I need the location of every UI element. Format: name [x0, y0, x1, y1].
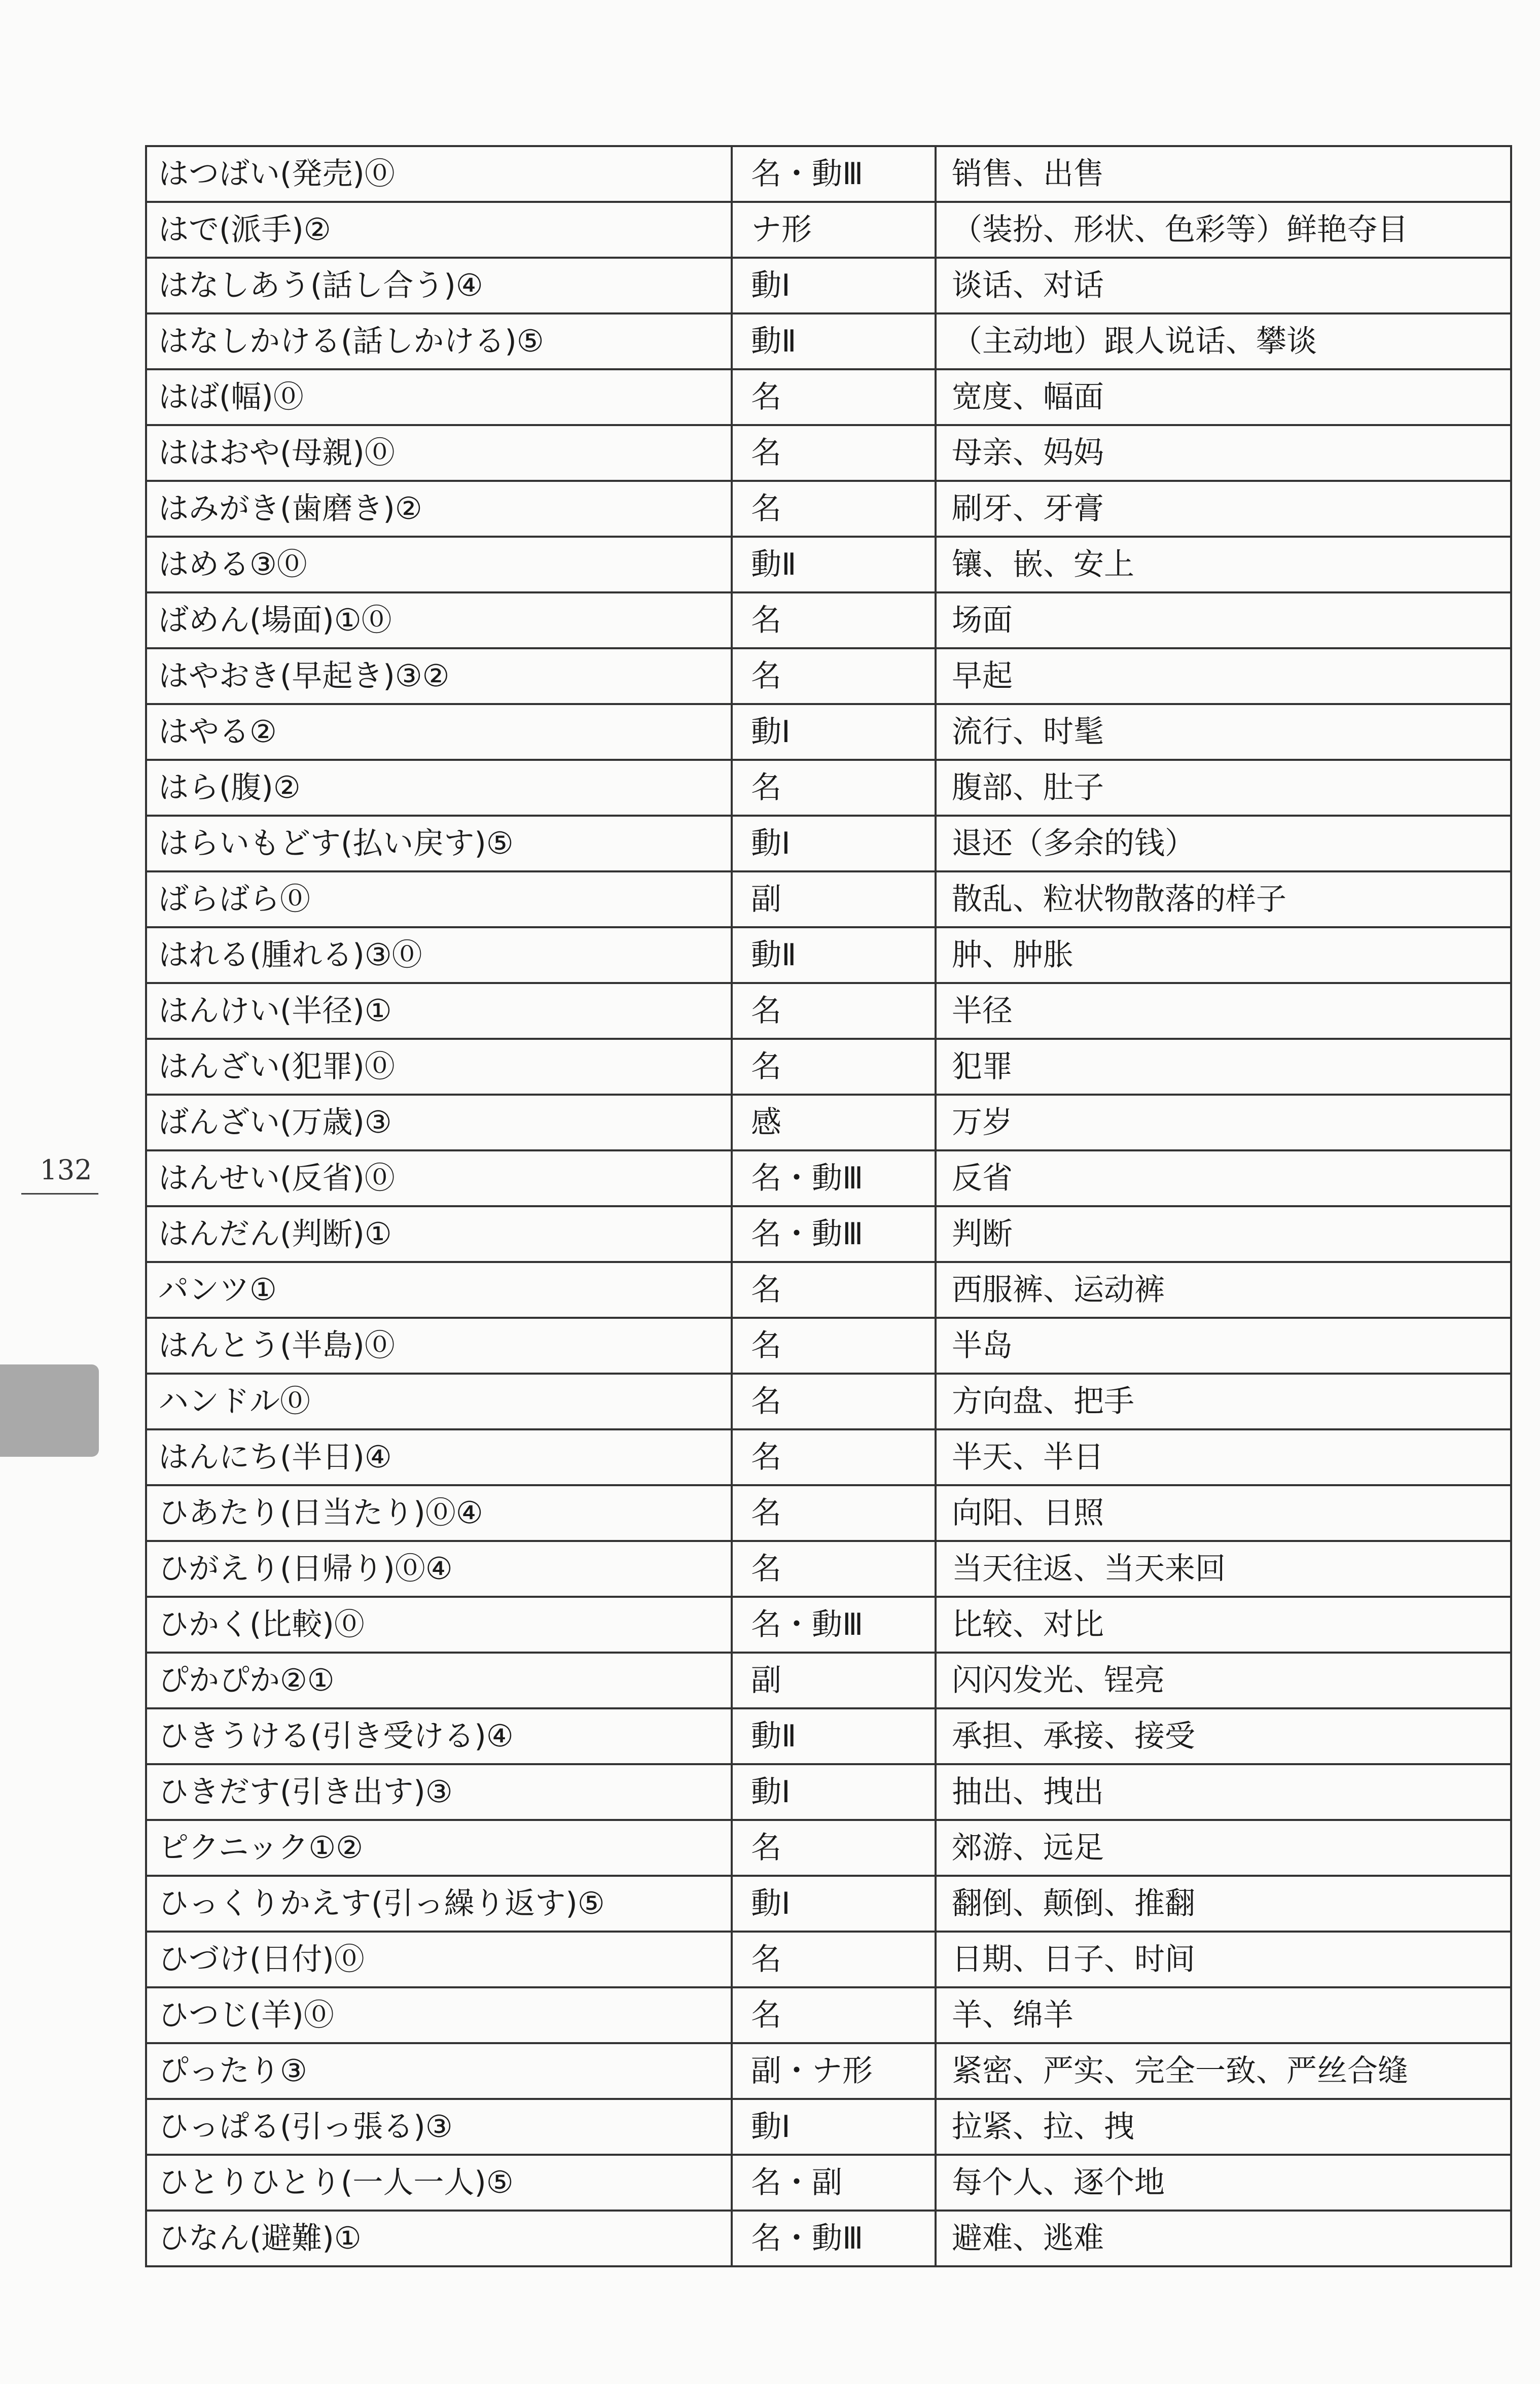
- table-row: [146, 1374, 1511, 1429]
- meaning-cell: 每个人、逐个地: [936, 2155, 1511, 2211]
- meaning-cell: 羊、绵羊: [936, 1987, 1511, 2043]
- meaning-cell: 闪闪发光、锃亮: [936, 1653, 1511, 1708]
- word-cell: はなしかける(話しかける)⑤: [146, 313, 732, 369]
- table-row: [146, 1987, 1511, 2043]
- word-cell: はんせい(反省)⓪: [146, 1150, 732, 1206]
- word-cell: はめる③⓪: [146, 537, 732, 592]
- part-of-speech-cell: 名: [732, 1318, 936, 1374]
- word-cell: ぴったり③: [146, 2043, 732, 2099]
- table-row: [146, 2211, 1511, 2266]
- table-row: [146, 1150, 1511, 1206]
- word-cell: はやおき(早起き)③②: [146, 648, 732, 704]
- word-cell: はば(幅)⓪: [146, 369, 732, 425]
- word-cell: はら(腹)②: [146, 760, 732, 816]
- table-row: [146, 481, 1511, 537]
- table-row: [146, 1429, 1511, 1485]
- part-of-speech-cell: 名: [732, 1485, 936, 1541]
- table-row: [146, 927, 1511, 983]
- meaning-cell: 腹部、肚子: [936, 760, 1511, 816]
- word-cell: パンツ①: [146, 1262, 732, 1318]
- word-cell: ひきだす(引き出す)③: [146, 1764, 732, 1820]
- part-of-speech-cell: 名・動Ⅲ: [732, 146, 936, 202]
- table-row: [146, 1932, 1511, 1987]
- part-of-speech-cell: 動Ⅱ: [732, 927, 936, 983]
- meaning-cell: 向阳、日照: [936, 1485, 1511, 1541]
- meaning-cell: 母亲、妈妈: [936, 425, 1511, 481]
- part-of-speech-cell: 名: [732, 760, 936, 816]
- meaning-cell: 翻倒、颠倒、推翻: [936, 1876, 1511, 1932]
- vocabulary-table-body: [146, 146, 1511, 2266]
- word-cell: ひきうける(引き受ける)④: [146, 1708, 732, 1764]
- meaning-cell: 半径: [936, 983, 1511, 1039]
- table-row: [146, 1597, 1511, 1653]
- word-cell: はなしあう(話し合う)④: [146, 258, 732, 313]
- table-row: [146, 1764, 1511, 1820]
- table-row: [146, 760, 1511, 816]
- table-row: [146, 1653, 1511, 1708]
- word-cell: はんにち(半日)④: [146, 1429, 732, 1485]
- table-row: [146, 871, 1511, 927]
- word-cell: はんとう(半島)⓪: [146, 1318, 732, 1374]
- meaning-cell: （主动地）跟人说话、攀谈: [936, 313, 1511, 369]
- word-cell: ハンドル⓪: [146, 1374, 732, 1429]
- part-of-speech-cell: 名・動Ⅲ: [732, 2211, 936, 2266]
- meaning-cell: 散乱、粒状物散落的样子: [936, 871, 1511, 927]
- meaning-cell: 镶、嵌、安上: [936, 537, 1511, 592]
- table-row: [146, 592, 1511, 648]
- table-row: [146, 425, 1511, 481]
- word-cell: はみがき(歯磨き)②: [146, 481, 732, 537]
- meaning-cell: 西服裤、运动裤: [936, 1262, 1511, 1318]
- part-of-speech-cell: 動Ⅰ: [732, 2099, 936, 2155]
- meaning-cell: 郊游、远足: [936, 1820, 1511, 1876]
- section-thumb-tab: [0, 1364, 99, 1457]
- page-number: 132: [40, 1154, 92, 1186]
- word-cell: ははおや(母親)⓪: [146, 425, 732, 481]
- word-cell: ぴかぴか②①: [146, 1653, 732, 1708]
- part-of-speech-cell: 名: [732, 481, 936, 537]
- meaning-cell: 场面: [936, 592, 1511, 648]
- word-cell: ひとりひとり(一人一人)⑤: [146, 2155, 732, 2211]
- meaning-cell: 紧密、严实、完全一致、严丝合缝: [936, 2043, 1511, 2099]
- part-of-speech-cell: 動Ⅰ: [732, 1876, 936, 1932]
- part-of-speech-cell: 名: [732, 425, 936, 481]
- table-row: [146, 1095, 1511, 1150]
- part-of-speech-cell: 副: [732, 871, 936, 927]
- part-of-speech-cell: 名: [732, 1932, 936, 1987]
- word-cell: はんけい(半径)①: [146, 983, 732, 1039]
- table-row: [146, 2099, 1511, 2155]
- part-of-speech-cell: 名・動Ⅲ: [732, 1150, 936, 1206]
- meaning-cell: 流行、时髦: [936, 704, 1511, 760]
- part-of-speech-cell: 名・副: [732, 2155, 936, 2211]
- word-cell: はやる②: [146, 704, 732, 760]
- part-of-speech-cell: 名: [732, 1374, 936, 1429]
- meaning-cell: 刷牙、牙膏: [936, 481, 1511, 537]
- part-of-speech-cell: 名: [732, 1541, 936, 1597]
- table-row: [146, 1485, 1511, 1541]
- part-of-speech-cell: 動Ⅱ: [732, 1708, 936, 1764]
- word-cell: ひっぱる(引っ張る)③: [146, 2099, 732, 2155]
- meaning-cell: 半岛: [936, 1318, 1511, 1374]
- part-of-speech-cell: 感: [732, 1095, 936, 1150]
- word-cell: ひなん(避難)①: [146, 2211, 732, 2266]
- word-cell: はんざい(犯罪)⓪: [146, 1039, 732, 1095]
- meaning-cell: 承担、承接、接受: [936, 1708, 1511, 1764]
- meaning-cell: 早起: [936, 648, 1511, 704]
- part-of-speech-cell: 副: [732, 1653, 936, 1708]
- meaning-cell: 退还（多余的钱）: [936, 816, 1511, 871]
- table-row: [146, 1318, 1511, 1374]
- part-of-speech-cell: 名: [732, 983, 936, 1039]
- table-row: [146, 1876, 1511, 1932]
- meaning-cell: 避难、逃难: [936, 2211, 1511, 2266]
- word-cell: ひかく(比較)⓪: [146, 1597, 732, 1653]
- table-row: [146, 369, 1511, 425]
- table-row: [146, 146, 1511, 202]
- meaning-cell: 当天往返、当天来回: [936, 1541, 1511, 1597]
- table-row: [146, 313, 1511, 369]
- table-row: [146, 202, 1511, 258]
- word-cell: はれる(腫れる)③⓪: [146, 927, 732, 983]
- word-cell: はんだん(判断)①: [146, 1206, 732, 1262]
- meaning-cell: 宽度、幅面: [936, 369, 1511, 425]
- part-of-speech-cell: 副・ナ形: [732, 2043, 936, 2099]
- word-cell: ばめん(場面)①⓪: [146, 592, 732, 648]
- table-row: [146, 1039, 1511, 1095]
- word-cell: ピクニック①②: [146, 1820, 732, 1876]
- meaning-cell: 比较、对比: [936, 1597, 1511, 1653]
- table-row: [146, 648, 1511, 704]
- word-cell: ばらばら⓪: [146, 871, 732, 927]
- meaning-cell: 肿、肿胀: [936, 927, 1511, 983]
- meaning-cell: 抽出、拽出: [936, 1764, 1511, 1820]
- part-of-speech-cell: 名・動Ⅲ: [732, 1597, 936, 1653]
- table-row: [146, 2155, 1511, 2211]
- part-of-speech-cell: 動Ⅱ: [732, 537, 936, 592]
- part-of-speech-cell: 動Ⅰ: [732, 258, 936, 313]
- word-cell: はらいもどす(払い戻す)⑤: [146, 816, 732, 871]
- table-row: [146, 1708, 1511, 1764]
- table-row: [146, 704, 1511, 760]
- word-cell: はで(派手)②: [146, 202, 732, 258]
- meaning-cell: 半天、半日: [936, 1429, 1511, 1485]
- table-row: [146, 983, 1511, 1039]
- meaning-cell: 万岁: [936, 1095, 1511, 1150]
- part-of-speech-cell: 動Ⅰ: [732, 816, 936, 871]
- table-row: [146, 1206, 1511, 1262]
- part-of-speech-cell: 動Ⅱ: [732, 313, 936, 369]
- part-of-speech-cell: 名: [732, 648, 936, 704]
- table-row: [146, 816, 1511, 871]
- part-of-speech-cell: 名: [732, 1429, 936, 1485]
- meaning-cell: 拉紧、拉、拽: [936, 2099, 1511, 2155]
- table-row: [146, 1820, 1511, 1876]
- part-of-speech-cell: 名: [732, 592, 936, 648]
- word-cell: ひあたり(日当たり)⓪④: [146, 1485, 732, 1541]
- table-row: [146, 1541, 1511, 1597]
- vocabulary-table: [145, 145, 1512, 2267]
- part-of-speech-cell: 動Ⅰ: [732, 1764, 936, 1820]
- meaning-cell: 日期、日子、时间: [936, 1932, 1511, 1987]
- part-of-speech-cell: 名: [732, 369, 936, 425]
- part-of-speech-cell: 名: [732, 1039, 936, 1095]
- word-cell: ばんざい(万歳)③: [146, 1095, 732, 1150]
- part-of-speech-cell: 名: [732, 1987, 936, 2043]
- page-number-underline: [21, 1193, 98, 1195]
- word-cell: はつばい(発売)⓪: [146, 146, 732, 202]
- meaning-cell: 谈话、对话: [936, 258, 1511, 313]
- table-row: [146, 2043, 1511, 2099]
- part-of-speech-cell: 動Ⅰ: [732, 704, 936, 760]
- meaning-cell: 方向盘、把手: [936, 1374, 1511, 1429]
- word-cell: ひつじ(羊)⓪: [146, 1987, 732, 2043]
- meaning-cell: 销售、出售: [936, 146, 1511, 202]
- meaning-cell: 犯罪: [936, 1039, 1511, 1095]
- word-cell: ひがえり(日帰り)⓪④: [146, 1541, 732, 1597]
- part-of-speech-cell: 名: [732, 1262, 936, 1318]
- word-cell: ひっくりかえす(引っ繰り返す)⑤: [146, 1876, 732, 1932]
- table-row: [146, 1262, 1511, 1318]
- meaning-cell: （装扮、形状、色彩等）鲜艳夺目: [936, 202, 1511, 258]
- part-of-speech-cell: 名: [732, 1820, 936, 1876]
- word-cell: ひづけ(日付)⓪: [146, 1932, 732, 1987]
- table-row: [146, 258, 1511, 313]
- meaning-cell: 反省: [936, 1150, 1511, 1206]
- table-row: [146, 537, 1511, 592]
- part-of-speech-cell: ナ形: [732, 202, 936, 258]
- meaning-cell: 判断: [936, 1206, 1511, 1262]
- part-of-speech-cell: 名・動Ⅲ: [732, 1206, 936, 1262]
